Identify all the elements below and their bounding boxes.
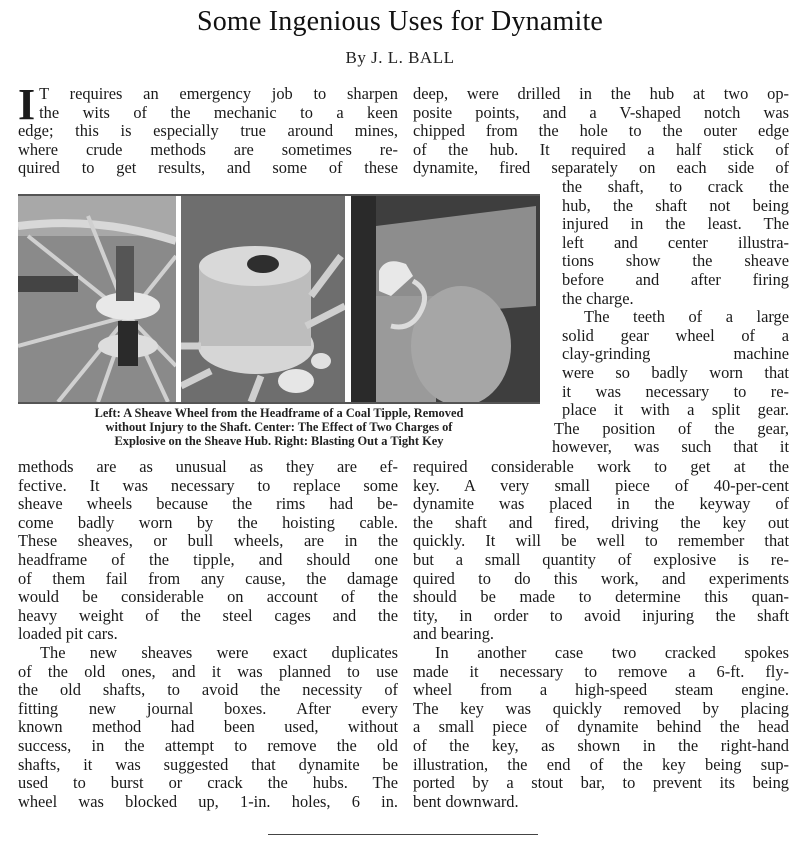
byline xyxy=(0,48,800,68)
caption-line: Explosive on the Sheave Hub. Right: Blasting Out a Tight Key xyxy=(114,434,444,449)
text-line: tity, in order to avoid injuring the shaft xyxy=(413,606,789,625)
text-line: used to burst or crack the hubs. The xyxy=(18,774,398,793)
text-line: where crude methods are sometimes re- xyxy=(18,140,398,159)
text-line: wheel from a high-speed steam engine. xyxy=(413,681,789,700)
text-line: of them fail from any cause, the damage xyxy=(18,569,398,588)
text-line: were so badly worn that xyxy=(562,363,789,382)
text-line: before and after firing xyxy=(562,270,789,289)
text-line: loaded pit cars. xyxy=(18,625,118,644)
text-line: the old shafts, to avoid the necessity of xyxy=(18,681,398,700)
caption-line: Left: A Sheave Wheel from the Headframe of a Coal Tipple, Removed xyxy=(94,406,464,420)
sheave-wheel-image xyxy=(18,196,176,402)
right-column-wrap xyxy=(552,178,789,457)
text-line: of the hub. It required a half stick of xyxy=(413,140,789,159)
text-line: The teeth of a large xyxy=(584,308,789,327)
text-line: sheave wheels because the rims had be- xyxy=(18,495,398,514)
text-line: required considerable work to get at the xyxy=(413,458,789,476)
text-line: clay-grinding machine xyxy=(562,345,789,364)
text-line: however, was such that it xyxy=(552,438,789,457)
text-line: of the old ones, and it was planned to use xyxy=(18,662,398,681)
text-line: it was necessary to re- xyxy=(562,382,789,401)
figure-caption xyxy=(18,406,540,449)
tight-key-image xyxy=(351,196,540,402)
text-line: quired to do this work, and experiments xyxy=(413,569,789,588)
cracked-hub-photo xyxy=(181,196,345,402)
text-line: would be considerable on account of the xyxy=(18,588,398,607)
right-column-top xyxy=(413,85,789,178)
text-line: illustration, the end of the key being sup- xyxy=(413,755,789,774)
text-line: wheel was blocked up, 1-in. holes, 6 in. xyxy=(18,792,398,811)
text-line: The key was quickly removed by placing xyxy=(413,699,789,718)
text-line: the shaft, to crack the xyxy=(562,178,789,196)
text-line: The position of the gear, xyxy=(554,419,789,438)
text-line: known method had been used, without xyxy=(18,718,398,737)
text-line: of the key, as shown in the right-hand xyxy=(413,736,789,755)
text-line: fective. It was necessary to replace some xyxy=(18,476,398,495)
text-line: left and center illustra- xyxy=(562,233,789,252)
tight-key-photo xyxy=(351,196,540,402)
author-name: J. L. BALL xyxy=(371,48,455,67)
text-line: injured in the least. The xyxy=(562,215,789,234)
text-line: ported by a stout bar, to prevent its being xyxy=(413,774,789,793)
drop-cap: I xyxy=(18,80,36,129)
text-line: headframe of the tipple, and should one xyxy=(18,550,398,569)
text-line: fitting new journal boxes. After every xyxy=(18,699,398,718)
left-column-top xyxy=(18,80,398,178)
text-line: shafts, it was suggested that dynamite be xyxy=(18,755,398,774)
text-line: place it with a split gear. xyxy=(562,401,789,420)
left-column-bottom xyxy=(18,458,398,811)
text-line: dynamite was placed in the keyway of xyxy=(413,495,789,514)
text-line: the wits of the mechanic to a keen xyxy=(39,103,398,122)
text-line: quired to get results, and some of these xyxy=(18,159,398,178)
text-line: dynamite, fired separately on each side of xyxy=(413,159,789,178)
text-line: hub, the shaft not being xyxy=(562,196,789,215)
cracked-hub-image xyxy=(181,196,345,402)
figure-photographs xyxy=(18,194,540,404)
text-line: T requires an emergency job to sharpen xyxy=(39,85,398,103)
text-line: These sheaves, or bull wheels, are in the xyxy=(18,532,398,551)
byline-prefix: By xyxy=(345,48,367,67)
right-column-bottom xyxy=(413,458,789,811)
text-line: should be made to determine this quan- xyxy=(413,588,789,607)
sheave-wheel-photo xyxy=(18,196,176,402)
text-line: solid gear wheel of a xyxy=(562,326,789,345)
text-line: bent downward. xyxy=(413,792,519,811)
text-line: come badly worn by the hoisting cable. xyxy=(18,513,398,532)
text-line: methods are as unusual as they are ef- xyxy=(18,458,398,476)
text-line: but a small quantity of explosive is re- xyxy=(413,550,789,569)
caption-line: without Injury to the Shaft. Center: The Effect of Two Charges of xyxy=(105,420,453,435)
end-rule-divider xyxy=(268,834,538,835)
text-line: made it necessary to remove a 6-ft. fly- xyxy=(413,662,789,681)
text-line: The new sheaves were exact duplicates xyxy=(40,643,398,662)
article-title: Some Ingenious Uses for Dynamite xyxy=(196,6,604,37)
text-line: chipped from the hole to the outer edge xyxy=(413,122,789,141)
text-line: success, in the attempt to remove the old xyxy=(18,736,398,755)
text-line: a small piece of dynamite behind the head xyxy=(413,718,789,737)
text-line: the charge. xyxy=(562,289,634,308)
text-line: deep, were drilled in the hub at two op- xyxy=(413,85,789,103)
text-line: In another case two cracked spokes xyxy=(435,643,789,662)
text-line: the shaft and fired, driving the key out xyxy=(413,513,789,532)
text-line: quickly. It will be well to remember that xyxy=(413,532,789,551)
text-line: tions show the sheave xyxy=(562,252,789,271)
text-line: heavy weight of the steel cages and the xyxy=(18,606,398,625)
text-line: edge; this is especially true around mines, xyxy=(18,122,398,141)
text-line: posite points, and a V-shaped notch was xyxy=(413,103,789,122)
text-line: and bearing. xyxy=(413,625,495,644)
text-line: key. A very small piece of 40-per-cent xyxy=(413,476,789,495)
